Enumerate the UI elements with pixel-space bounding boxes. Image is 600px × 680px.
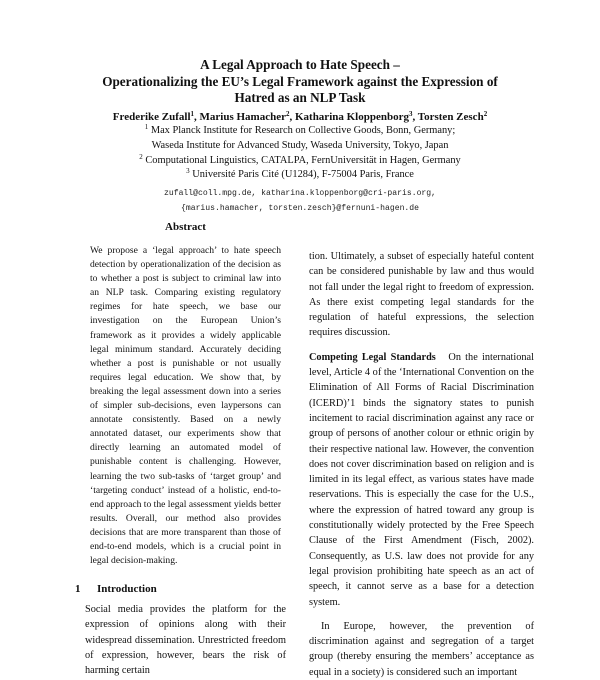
affiliation-marker: 2 bbox=[139, 152, 143, 161]
email-line: zufall@coll.mpg.de, katharina.kloppenborg@cri-paris.org, bbox=[164, 189, 436, 198]
author-name: Katharina Kloppenborg bbox=[294, 111, 409, 123]
affiliation-line bbox=[0, 154, 600, 169]
right-column bbox=[309, 249, 534, 680]
paper-title bbox=[0, 57, 600, 107]
affiliation-text: Université Paris Cité (U1284), F-75004 Paris, France bbox=[192, 169, 414, 181]
affiliation-line bbox=[0, 139, 600, 154]
author-affiliation-marker: 2 bbox=[285, 110, 290, 118]
paragraph-text: On the international level, Article 4 of the ‘International Convention on the Elimination of All Forms of Racial Discrimination (ICERD)’1 binds the signatory states to punish incitement to racial discrimination against any race or group of persons of another colour or ethnic origin by their respective national law. However, the convention does not cover discrimination based on religion and is limited in its legal effect, as various states have made reservations. This is especially the case for the U.S., where the expression of hatred toward any group is constitutionally widely protected by the Free Speech Clause of the First Amendment (Fisch, 2002). Consequently, as U.S. law does not provide for any legal provision prohibiting hate speech as an act of speech, it cannot serve as a base for a detection system. bbox=[309, 351, 534, 608]
author-list: Frederike Zufall$^1$, Marius Hamacher$^2$, Katharina Kloppenborg$^3$, Torsten Zesch$^2$ bbox=[112, 110, 488, 123]
section-heading-introduction bbox=[75, 582, 286, 596]
affiliation-text: Computational Linguistics, CATALPA, FernUniversität in Hagen, Germany bbox=[145, 154, 461, 166]
affiliation-marker: 1 bbox=[144, 123, 149, 131]
abstract-text: We propose a ‘legal approach’ to hate speech detection by operationalization of the decision as to whether a post is subject to criminal law into an NLP task. Comparing existing regulatory regimes for hate speech, we base our investigation on the European Union’s framework as it provides a widely applicable legal minimum standard. Accurately deciding whether a post is punishable or not usually requires legal education. We show that, by breaking the legal assessment down into a series of simpler sub-decisions, even laypersons can annotate consistently. Based on a newly annotated dataset, our experiments show that directly learning an automated model of punishable content is challenging. However, learning the two sub-tasks of ‘target group’ and ‘targeting conduct’ instead of a holistic, end-to-end approach to the legal assessment yields better results. Overall, our method also provides decisions that are more transparent than those of end-to-end models, which is a crucial point in legal decision-making. bbox=[90, 245, 282, 567]
title-line-3: Hatred as an NLP Task bbox=[234, 90, 366, 106]
section-title: Introduction bbox=[97, 583, 157, 596]
email-line: {marius.hamacher, torsten.zesch}@fernuni-hagen.de bbox=[181, 203, 419, 213]
paragraph-heading: Competing Legal Standards bbox=[309, 351, 436, 363]
body-paragraph: tion. Ultimately, a subset of especially hateful content can be considered punishable by law and thus would not fall under the legal right to freedom of expression. As there exist competing legal standards for the regulation of hateful expressions, the selection requires discussion. bbox=[309, 251, 534, 339]
body-paragraph: In Europe, however, the prevention of discrimination against and segregation of a target group (thereby ensuring the members’ acceptance as equal in a society) is considered such an important bbox=[309, 620, 534, 678]
author-name: Torsten Zesch bbox=[417, 111, 484, 123]
affiliation-line bbox=[0, 124, 600, 139]
affiliation-marker: 3 bbox=[186, 167, 190, 176]
affiliation-line bbox=[0, 168, 600, 183]
author-affiliation-marker: 1 bbox=[190, 110, 195, 118]
author-affiliation-marker: 3 bbox=[408, 110, 413, 118]
abstract-heading: Abstract bbox=[165, 221, 206, 233]
affiliation-list bbox=[0, 124, 600, 183]
author-name: Frederike Zufall bbox=[112, 111, 191, 123]
introduction-text: Social media provides the platform for the expression of opinions along with their widespread dissemination. Unrestricted freedom of expression, however, bears the risk of harming certain bbox=[85, 604, 286, 677]
title-line-1: A Legal Approach to Hate Speech – bbox=[200, 57, 400, 72]
author-affiliation-marker: 2 bbox=[483, 110, 488, 118]
affiliation-text: Max Planck Institute for Research on Collective Goods, Bonn, Germany; bbox=[150, 125, 456, 136]
title-line-2: Operationalizing the EU’s Legal Framework against the Expression of bbox=[102, 73, 498, 89]
email-block bbox=[0, 187, 600, 216]
competing-standards-paragraph bbox=[309, 350, 534, 610]
author-name: Marius Hamacher bbox=[199, 111, 286, 123]
section-number: 1 bbox=[75, 583, 81, 596]
affiliation-text: Waseda Institute for Advanced Study, Waseda University, Tokyo, Japan bbox=[151, 139, 449, 151]
left-column bbox=[75, 220, 286, 679]
